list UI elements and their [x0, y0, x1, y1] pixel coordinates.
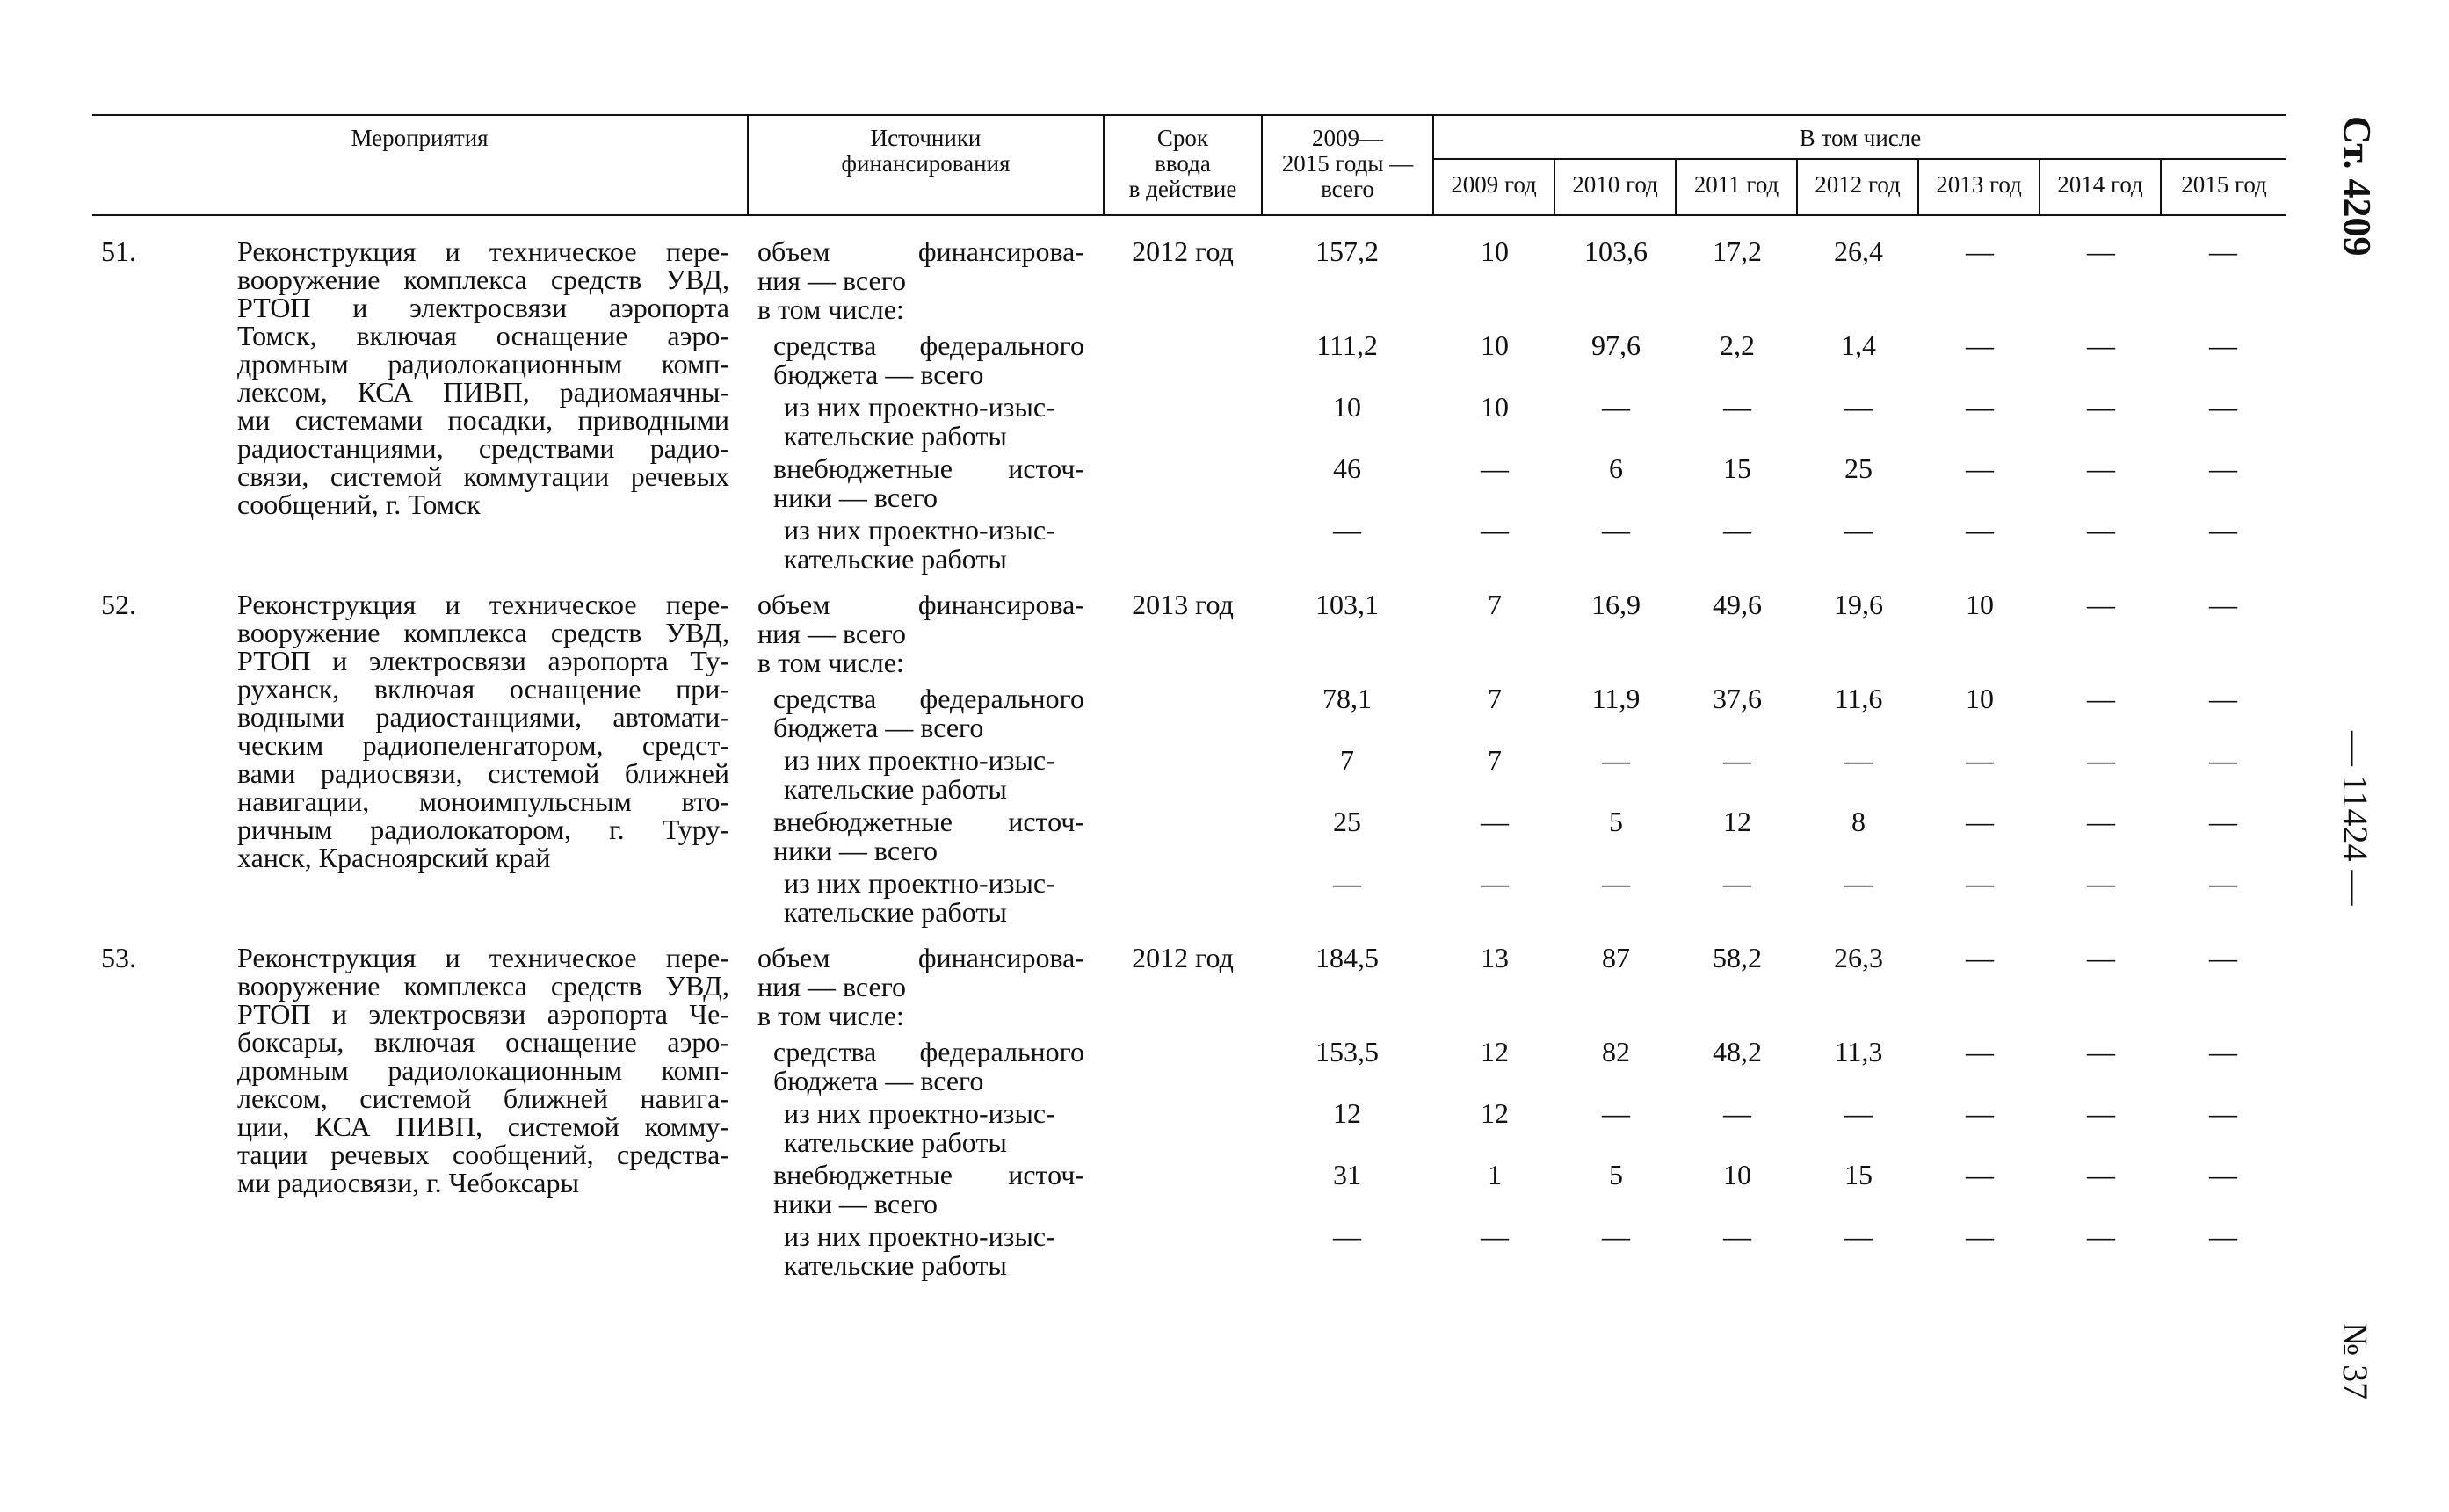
header-year: 2012 год	[1815, 171, 1901, 198]
year-value: 58,2	[1713, 942, 1762, 973]
year-value: 10	[1723, 1159, 1751, 1190]
source-line: кательские работы	[784, 1126, 1007, 1158]
source-line: из них проектно-изыс-	[784, 1220, 1055, 1252]
header-year: 2010 год	[1572, 171, 1658, 198]
year-value: —	[2209, 683, 2237, 714]
year-value: —	[1602, 867, 1630, 899]
source-label	[784, 393, 1084, 451]
year-value: 97,6	[1591, 329, 1641, 361]
description-line: сообщений, г. Томск	[237, 488, 481, 520]
source-line: кательские работы	[784, 543, 1007, 575]
description-line: Томск, включая оснащение аэро-	[237, 320, 729, 351]
source-label	[773, 331, 1084, 389]
commissioning-term: 2013 год	[1132, 589, 1234, 620]
source-line: ния — всего	[757, 971, 907, 1002]
year-value: 12	[1723, 806, 1751, 837]
year-value: —	[1966, 1036, 1994, 1067]
year-value: —	[1966, 391, 1994, 423]
year-value: 7	[1488, 683, 1502, 714]
header-year: 2014 год	[2057, 171, 2143, 198]
source-label	[757, 237, 1084, 324]
source-line: объем финансирова-	[757, 235, 1084, 267]
year-value: —	[1723, 1220, 1751, 1252]
year-value: —	[1844, 1097, 1873, 1129]
description-line: Реконструкция и техническое пере-	[237, 942, 729, 973]
source-line: из них проектно-изыс-	[784, 1097, 1055, 1129]
issue-number: № 37	[2336, 1322, 2375, 1400]
year-value: —	[1966, 514, 1994, 546]
description-line: Реконструкция и техническое пере-	[237, 235, 729, 267]
year-value: 11,9	[1591, 683, 1641, 714]
year-value: —	[2209, 1159, 2237, 1190]
year-value: —	[2087, 391, 2115, 423]
source-label	[784, 1222, 1084, 1280]
source-line: ния — всего	[757, 264, 907, 296]
year-value: —	[1844, 1220, 1873, 1252]
header-bottom-rule	[92, 214, 2286, 216]
year-value: —	[1602, 1097, 1630, 1129]
year-value: 10	[1966, 589, 1994, 620]
year-value: —	[1844, 744, 1873, 776]
page-number: — 11424 —	[2336, 731, 2375, 906]
year-value: —	[2209, 867, 2237, 899]
year-value: —	[2087, 452, 2115, 484]
year-value: —	[2209, 329, 2237, 361]
description-line: вами радиосвязи, системой ближней	[237, 757, 729, 789]
year-value: 15	[1844, 1159, 1873, 1190]
description-line: РТОП и электросвязи аэропорта	[237, 292, 729, 323]
source-line: объем финансирова-	[757, 942, 1084, 973]
year-value: —	[2087, 942, 2115, 973]
year-value: —	[2087, 1036, 2115, 1067]
year-value: —	[1602, 744, 1630, 776]
source-line: в том числе:	[757, 293, 904, 325]
year-value: 7	[1488, 589, 1502, 620]
year-value: —	[2209, 452, 2237, 484]
year-value: —	[1481, 806, 1509, 837]
source-label	[773, 1161, 1084, 1219]
year-value: —	[1966, 1097, 1994, 1129]
year-value: 5	[1609, 1159, 1623, 1190]
header-total-line: 2009—	[1312, 125, 1383, 151]
description-line: тации речевых сообщений, средства-	[237, 1139, 729, 1170]
header-measures	[92, 126, 747, 151]
header-year: 2009 год	[1451, 171, 1537, 198]
year-value: —	[1966, 1220, 1994, 1252]
total-value: 153,5	[1315, 1036, 1379, 1067]
description-line: дромным радиолокационным комп-	[237, 1054, 729, 1086]
source-line: бюджета — всего	[773, 1065, 984, 1096]
year-value: —	[2209, 235, 2237, 267]
description-line: навигации, моноимпульсным вто-	[237, 785, 729, 817]
year-value: 1	[1488, 1159, 1502, 1190]
commissioning-term: 2012 год	[1132, 235, 1234, 267]
year-value: —	[1602, 1220, 1630, 1252]
year-value: 10	[1966, 683, 1994, 714]
year-value: —	[2087, 867, 2115, 899]
description-line: дромным радиолокационным комп-	[237, 348, 729, 380]
header-year: 2011 год	[1693, 171, 1779, 198]
description-line: лексом, КСА ПИВП, радиомаячны-	[237, 376, 729, 408]
header-total	[1263, 126, 1432, 202]
page-label: Ст. 4209	[2336, 116, 2379, 257]
year-value: —	[1602, 391, 1630, 423]
year-value: 10	[1481, 391, 1509, 423]
total-value: 46	[1333, 452, 1361, 484]
year-value: —	[2087, 806, 2115, 837]
header-term-line: Срок	[1156, 125, 1209, 151]
source-line: из них проектно-изыс-	[784, 867, 1055, 899]
year-value: —	[1966, 744, 1994, 776]
row-number: 51.	[101, 235, 136, 267]
year-value: 37,6	[1713, 683, 1762, 714]
source-line: бюджета — всего	[773, 358, 984, 390]
year-value: —	[1966, 1159, 1994, 1190]
year-value: —	[1844, 867, 1873, 899]
source-label	[784, 869, 1084, 927]
year-value: —	[1723, 391, 1751, 423]
source-label	[757, 590, 1084, 677]
header-including	[1434, 126, 2286, 151]
source-line: кательские работы	[784, 773, 1007, 805]
source-label	[773, 684, 1084, 742]
total-value: 78,1	[1322, 683, 1372, 714]
source-label	[784, 516, 1084, 574]
year-value: 19,6	[1834, 589, 1883, 620]
year-value: —	[1481, 867, 1509, 899]
year-value: 11,3	[1834, 1036, 1883, 1067]
year-value: 6	[1609, 452, 1623, 484]
total-value: —	[1333, 867, 1361, 899]
row-number: 53.	[101, 942, 136, 973]
source-label	[773, 1038, 1084, 1096]
year-value: —	[1723, 1097, 1751, 1129]
year-value: —	[1844, 514, 1873, 546]
header-sources-line: Источники	[870, 125, 982, 151]
source-line: ники — всего	[773, 1188, 938, 1219]
header-sources	[749, 126, 1103, 177]
description-line: радиостанциями, средствами радио-	[237, 432, 729, 464]
description-line: РТОП и электросвязи аэропорта Че-	[237, 998, 729, 1030]
year-value: —	[2209, 1097, 2237, 1129]
commissioning-term: 2012 год	[1132, 942, 1234, 973]
source-line: из них проектно-изыс-	[784, 391, 1055, 423]
year-value: —	[2087, 329, 2115, 361]
year-value: 12	[1481, 1097, 1509, 1129]
source-label	[773, 454, 1084, 512]
source-line: ния — всего	[757, 618, 907, 649]
description-line: лексом, системой ближней навига-	[237, 1082, 729, 1114]
description-line: вооружение комплекса средств УВД,	[237, 264, 729, 295]
year-value: 1,4	[1841, 329, 1876, 361]
description-line: ми радиосвязи, г. Чебоксары	[237, 1167, 579, 1198]
description-line: вооружение комплекса средств УВД,	[237, 617, 729, 648]
year-value: —	[2209, 744, 2237, 776]
description-line: ханск, Красноярский край	[237, 842, 551, 873]
year-value: —	[1966, 235, 1994, 267]
year-value: 48,2	[1713, 1036, 1762, 1067]
year-value: 49,6	[1713, 589, 1762, 620]
year-value: —	[2087, 1097, 2115, 1129]
year-value: —	[2209, 514, 2237, 546]
year-value: —	[2209, 1036, 2237, 1067]
year-value: —	[2087, 589, 2115, 620]
row-description	[237, 944, 729, 1197]
description-line: связи, системой коммутации речевых	[237, 460, 729, 492]
row-description	[237, 590, 729, 872]
header-year: 2015 год	[2181, 171, 2267, 198]
year-value: —	[2209, 589, 2237, 620]
description-line: РТОП и электросвязи аэропорта Ту-	[237, 645, 729, 676]
source-line: кательские работы	[784, 896, 1007, 928]
total-value: 12	[1333, 1097, 1361, 1129]
year-value: —	[2209, 1220, 2237, 1252]
year-value: —	[1723, 867, 1751, 899]
header-total-line: всего	[1321, 176, 1374, 202]
total-value: 157,2	[1315, 235, 1379, 267]
year-value: 82	[1602, 1036, 1630, 1067]
source-line: в том числе:	[757, 1000, 904, 1031]
source-label	[784, 1099, 1084, 1157]
year-value: 25	[1844, 452, 1873, 484]
year-value: —	[1481, 1220, 1509, 1252]
year-value: 8	[1851, 806, 1866, 837]
header-including-label: В том числе	[1799, 125, 1922, 151]
row-description	[237, 237, 729, 518]
year-value: —	[2087, 683, 2115, 714]
description-line: ми системами посадки, приводными	[237, 404, 729, 436]
total-value: 111,2	[1316, 329, 1378, 361]
source-line: в том числе:	[757, 647, 904, 678]
source-label	[757, 944, 1084, 1031]
source-line: ники — всего	[773, 835, 938, 866]
description-line: ческим радиопеленгатором, средст-	[237, 729, 729, 761]
source-label	[773, 807, 1084, 865]
year-value: 15	[1723, 452, 1751, 484]
total-value: 10	[1333, 391, 1361, 423]
header-sources-line: финансирования	[841, 150, 1011, 177]
year-value: —	[2209, 806, 2237, 837]
year-value: 11,6	[1834, 683, 1883, 714]
source-label	[784, 746, 1084, 804]
header-top-rule	[92, 114, 2286, 116]
description-line: боксары, включая оснащение аэро-	[237, 1026, 729, 1058]
description-line: Реконструкция и техническое пере-	[237, 589, 729, 620]
total-value: 25	[1333, 806, 1361, 837]
description-line: ричным радиолокатором, г. Туру-	[237, 814, 729, 845]
header-year: 2013 год	[1936, 171, 2022, 198]
source-line: из них проектно-изыс-	[784, 514, 1055, 546]
description-line: вооружение комплекса средств УВД,	[237, 970, 729, 1002]
year-value: —	[1723, 744, 1751, 776]
total-value: —	[1333, 514, 1361, 546]
source-line: внебюджетные источ-	[773, 452, 1084, 484]
header-term-line: ввода	[1155, 150, 1211, 177]
total-value: 184,5	[1315, 942, 1379, 973]
source-line: ники — всего	[773, 481, 938, 513]
source-line: средства федерального	[773, 683, 1084, 714]
year-value: 26,3	[1834, 942, 1883, 973]
source-line: бюджета — всего	[773, 712, 984, 743]
description-line: ции, КСА ПИВП, системой комму-	[237, 1110, 729, 1142]
header-total-line: 2015 годы —	[1281, 150, 1414, 177]
year-value: 13	[1481, 942, 1509, 973]
year-value: 5	[1609, 806, 1623, 837]
year-value: 2,2	[1720, 329, 1755, 361]
year-value: 16,9	[1591, 589, 1641, 620]
source-line: внебюджетные источ-	[773, 806, 1084, 837]
year-value: —	[1481, 452, 1509, 484]
year-value: 87	[1602, 942, 1630, 973]
source-line: кательские работы	[784, 1249, 1007, 1281]
year-value: —	[1844, 391, 1873, 423]
year-value: 12	[1481, 1036, 1509, 1067]
year-value: 7	[1488, 744, 1502, 776]
source-line: кательские работы	[784, 420, 1007, 452]
year-value: 103,6	[1584, 235, 1648, 267]
year-value: —	[2087, 1220, 2115, 1252]
source-line: средства федерального	[773, 329, 1084, 361]
year-value: —	[1602, 514, 1630, 546]
year-value: —	[1966, 452, 1994, 484]
year-value: —	[1723, 514, 1751, 546]
year-value: —	[2087, 1159, 2115, 1190]
years-rule	[1432, 158, 2286, 160]
source-line: объем финансирова-	[757, 589, 1084, 620]
year-value: —	[1966, 942, 1994, 973]
header-measures-label: Мероприятия	[351, 125, 489, 151]
year-value: —	[1966, 867, 1994, 899]
total-value: —	[1333, 1220, 1361, 1252]
total-value: 31	[1333, 1159, 1361, 1190]
row-number: 52.	[101, 589, 136, 620]
year-value: —	[1966, 329, 1994, 361]
year-value: —	[2087, 235, 2115, 267]
year-value: —	[2087, 744, 2115, 776]
year-value: —	[1966, 806, 1994, 837]
header-term	[1105, 126, 1261, 202]
total-value: 7	[1340, 744, 1354, 776]
year-value: —	[2209, 391, 2237, 423]
year-value: —	[2087, 514, 2115, 546]
year-value: 17,2	[1713, 235, 1762, 267]
source-line: внебюджетные источ-	[773, 1159, 1084, 1190]
description-line: водными радиостанциями, автомати-	[237, 701, 729, 733]
year-value: 10	[1481, 329, 1509, 361]
description-line: руханск, включая оснащение при-	[237, 673, 729, 705]
header-term-line: в действие	[1128, 176, 1237, 202]
year-value: —	[2209, 942, 2237, 973]
source-line: средства федерального	[773, 1036, 1084, 1067]
year-value: 10	[1481, 235, 1509, 267]
year-value: 26,4	[1834, 235, 1883, 267]
year-value: —	[1481, 514, 1509, 546]
source-line: из них проектно-изыс-	[784, 744, 1055, 776]
total-value: 103,1	[1315, 589, 1379, 620]
